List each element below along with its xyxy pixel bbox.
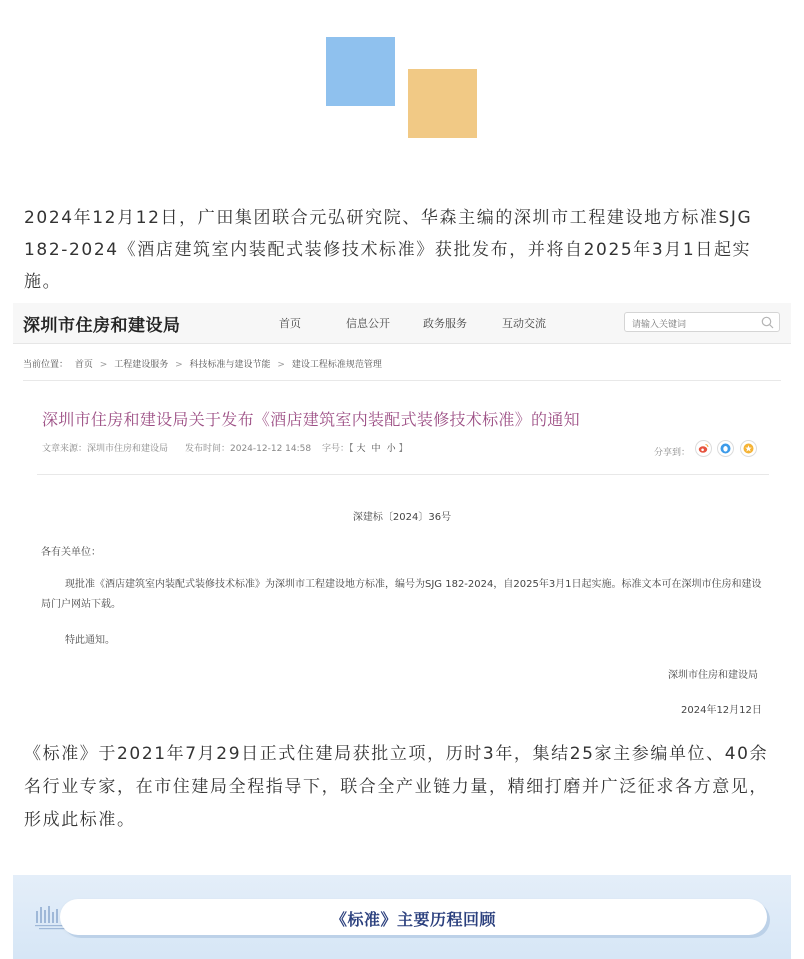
notice-closing: 特此通知。 <box>65 635 115 646</box>
intro-paragraph: 2024年12月12日，广田集团联合元弘研究院、华森主编的深圳市工程建设地方标准SJG 182-2024《酒店建筑室内装配式装修技术标准》获批发布，并将自2025年3月1日起实施。 <box>24 208 753 292</box>
breadcrumb-tech-standards[interactable]: 科技标准与建设节能 <box>189 360 271 370</box>
breadcrumb-home[interactable]: 首页 <box>74 360 93 370</box>
font-size-medium[interactable]: 中 <box>371 444 381 454</box>
nav-item-interaction[interactable]: 互动交流 <box>502 317 546 330</box>
search-input[interactable] <box>624 312 780 332</box>
share-label: 分享到： <box>654 448 691 458</box>
breadcrumb-separator: > <box>175 360 183 370</box>
decorative-square-yellow <box>408 69 477 138</box>
font-size-small[interactable]: 小 <box>386 444 396 454</box>
search-placeholder: 请输入关键词 <box>632 320 687 330</box>
document-number: 深建标〔2024〕36号 <box>352 512 452 523</box>
breadcrumb-standards-management[interactable]: 建设工程标准规范管理 <box>291 360 382 370</box>
qq-icon[interactable] <box>717 440 734 457</box>
notice-body: 现批准《酒店建筑室内装配式装修技术标准》为深圳市工程建设地方标准，编号为SJG 182-2024，自2025年3月1日起实施。标准文本可在深圳市住房和建设局门户网站下载。 <box>41 579 762 610</box>
signature-organization: 深圳市住房和建设局 <box>668 670 758 681</box>
notice-source: 文章来源：深圳市住房和建设局 <box>42 444 169 454</box>
search-icon[interactable] <box>761 316 774 329</box>
notice-salutation: 各有关单位： <box>41 547 101 558</box>
divider <box>37 474 769 475</box>
signature-date: 2024年12月12日 <box>681 705 762 716</box>
nav-item-services[interactable]: 政务服务 <box>423 317 467 330</box>
breadcrumb-separator: > <box>277 360 285 370</box>
gov-site-header <box>13 303 791 344</box>
banner-pill <box>60 899 767 935</box>
decorative-square-blue <box>326 37 395 106</box>
breadcrumb-construction[interactable]: 工程建设服务 <box>114 360 169 370</box>
font-size-large[interactable]: 大 <box>356 444 366 454</box>
font-size-control: 字号：【 大 中 小 】 <box>322 444 408 454</box>
breadcrumb-separator: > <box>99 360 108 370</box>
divider <box>23 380 781 381</box>
nav-item-info[interactable]: 信息公开 <box>346 317 390 330</box>
embedded-notice-screenshot <box>13 303 791 723</box>
nav-item-home[interactable]: 首页 <box>279 317 301 330</box>
banner-title: 《标准》主要历程回顾 <box>330 910 496 929</box>
favorite-icon[interactable] <box>740 440 757 457</box>
breadcrumb <box>23 357 386 370</box>
weibo-icon[interactable] <box>695 440 712 457</box>
history-paragraph: 《标准》于2021年7月29日正式住建局获批立项，历时3年，集结25家主参编单位、40余名行业专家，在市住建局全程指导下，联合全产业链力量，精细打磨并广泛征求各方意见，形成此标准。 <box>24 744 769 830</box>
notice-title: 深圳市住房和建设局关于发布《酒店建筑室内装配式装修技术标准》的通知 <box>42 410 580 429</box>
font-size-label: 字号： <box>322 444 350 454</box>
breadcrumb-label: 当前位置： <box>23 360 69 370</box>
section-banner <box>13 875 791 959</box>
site-name: 深圳市住房和建设局 <box>23 316 181 336</box>
notice-publish-time: 发布时间：2024-12-12 14:58 <box>185 444 312 454</box>
